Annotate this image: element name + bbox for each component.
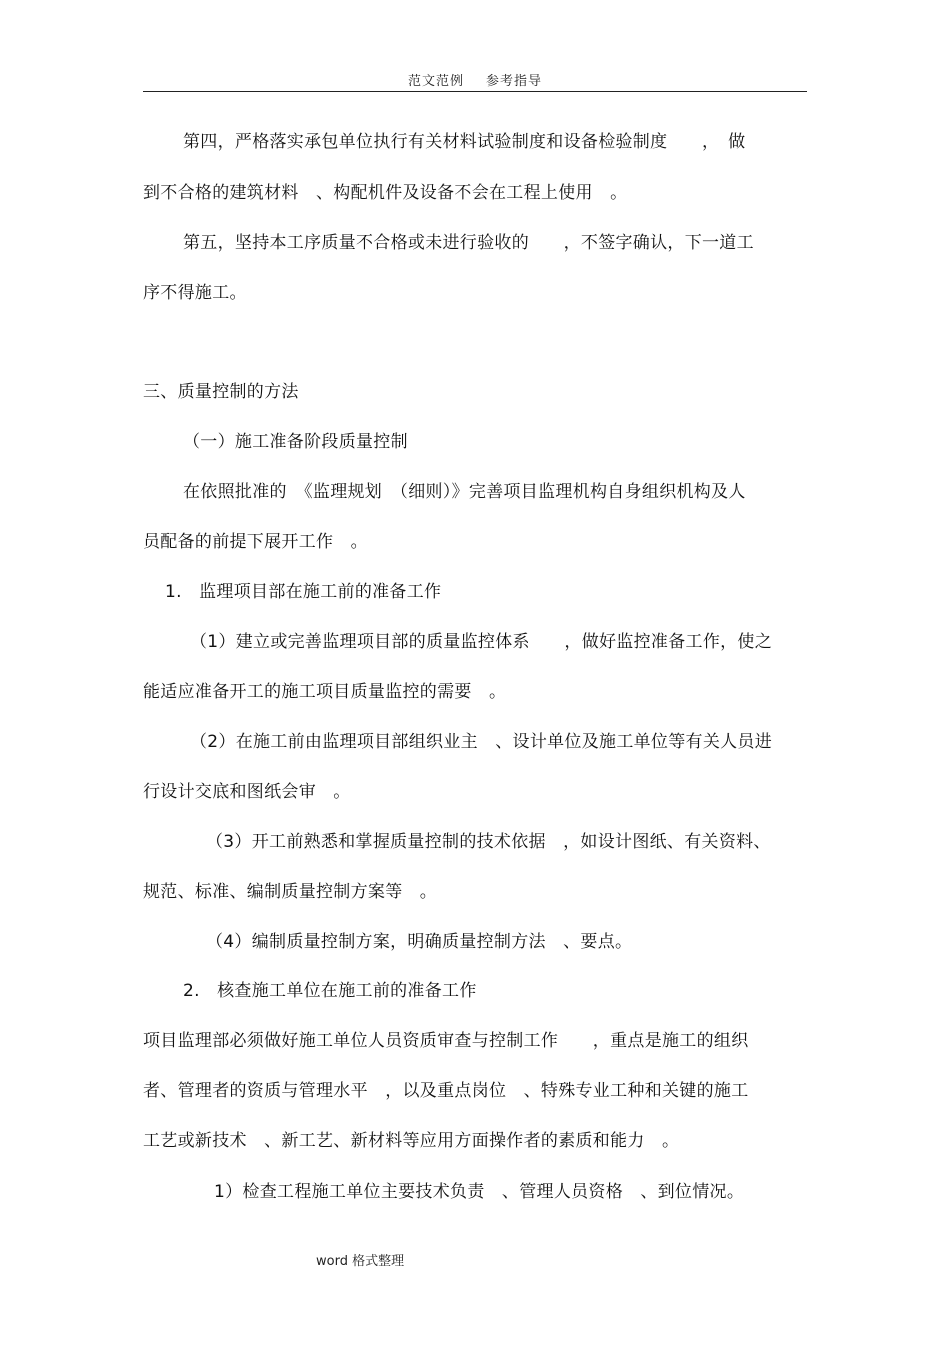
numbered-heading: 1. 监理项目部在施工前的准备工作 bbox=[165, 582, 442, 602]
page-footer: word 格式整理 bbox=[316, 1254, 405, 1269]
paragraph-line: （1）建立或完善监理项目部的质量监控体系 ，做好监控准备工作，使之 bbox=[190, 632, 773, 652]
paragraph-line: 第四，严格落实承包单位执行有关材料试验制度和设备检验制度 ， 做 bbox=[183, 132, 746, 152]
paragraph-line: （3）开工前熟悉和掌握质量控制的技术依据 ，如设计图纸、有关资料、 bbox=[206, 832, 771, 852]
paragraph-line: （4）编制质量控制方案，明确质量控制方法 、要点。 bbox=[206, 932, 633, 952]
numbered-heading: 2. 核查施工单位在施工前的准备工作 bbox=[183, 981, 477, 1001]
paragraph-line: 第五，坚持本工序质量不合格或未进行验收的 ，不签字确认，下一道工 bbox=[183, 233, 754, 253]
paragraph-line: 规范、标准、编制质量控制方案等 。 bbox=[143, 882, 438, 902]
section-heading: 三、质量控制的方法 bbox=[143, 382, 299, 402]
paragraph-line: 项目监理部必须做好施工单位人员资质审查与控制工作 ，重点是施工的组织 bbox=[143, 1031, 749, 1051]
paragraph-line: 1）检查工程施工单位主要技术负责 、管理人员资格 、到位情况。 bbox=[214, 1182, 745, 1202]
header-right-text: 参考指导 bbox=[486, 74, 543, 89]
paragraph-line: 在依照批准的 《监理规划 （细则）》完善项目监理机构自身组织机构及人 bbox=[183, 482, 746, 502]
subsection-heading: （一）施工准备阶段质量控制 bbox=[183, 432, 408, 452]
paragraph-line: 到不合格的建筑材料 、构配机件及设备不会在工程上使用 。 bbox=[143, 183, 628, 203]
header-text bbox=[0, 70, 950, 89]
paragraph-line: 工艺或新技术 、新工艺、新材料等应用方面操作者的素质和能力 。 bbox=[143, 1131, 680, 1151]
paragraph-line: 能适应准备开工的施工项目质量监控的需要 。 bbox=[143, 682, 507, 702]
paragraph-line: 行设计交底和图纸会审 。 bbox=[143, 782, 351, 802]
paragraph-line: 员配备的前提下展开工作 。 bbox=[143, 532, 368, 552]
header-left-text: 范文范例 bbox=[407, 74, 464, 89]
header-rule bbox=[143, 91, 807, 92]
paragraph-line: （2）在施工前由监理项目部组织业主 、设计单位及施工单位等有关人员进 bbox=[190, 732, 773, 752]
paragraph-line: 者、管理者的资质与管理水平 ，以及重点岗位 、特殊专业工种和关键的施工 bbox=[143, 1081, 749, 1101]
paragraph-line: 序不得施工。 bbox=[143, 283, 247, 303]
